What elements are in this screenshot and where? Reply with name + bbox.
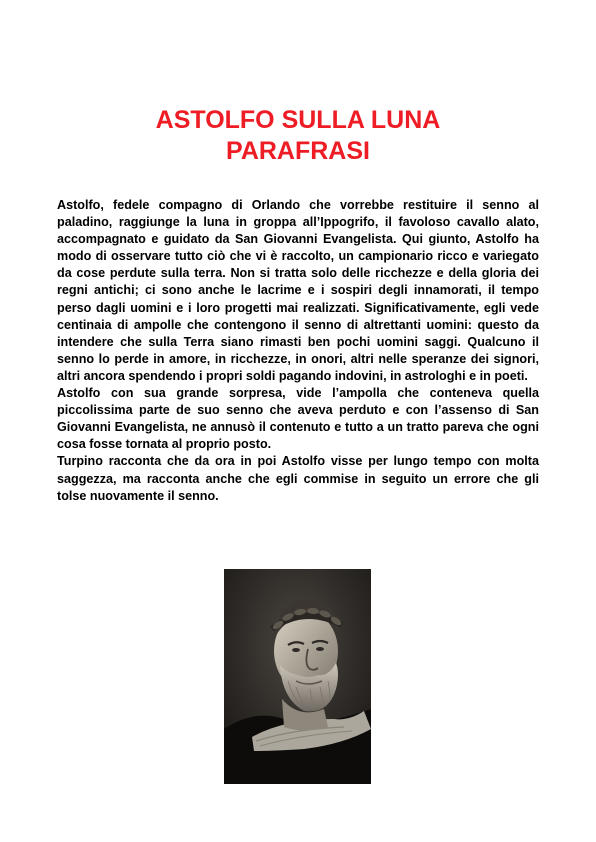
page-title: [57, 105, 539, 167]
title-line-1: ASTOLFO SULLA LUNA: [155, 106, 441, 134]
portrait-image: [224, 569, 371, 784]
title-line-2: PARAFRASI: [226, 137, 370, 165]
paragraph-2: Astolfo con sua grande sorpresa, vide l’ampolla che conteneva quella piccolissima parte de suo senno che aveva perduto e con l’assenso di San Giovanni Evangelista, ne annusò il contenuto e tutto a un tratto pareva che ogni cosa fosse tornata al proprio posto.: [57, 386, 539, 452]
paragraph-3: Turpino racconta che da ora in poi Astolfo visse per lungo tempo con molta saggezza, ma racconta anche che egli commise in seguito un errore che gli tolse nuovamente il senno.: [57, 454, 539, 503]
portrait-illustration: [224, 569, 371, 784]
body-text: [57, 197, 539, 505]
paragraph-1: Astolfo, fedele compagno di Orlando che vorrebbe restituire il senno al paladino, raggiunge la luna in groppa all’Ippogrifo, il favoloso cavallo alato, accompagnato e guidato da San Giovanni Evangelista. Qui giunto, Astolfo ha modo di osservare tutto ciò che vi è raccolto, un campionario ricco e variegato da cose perdute sulla terra. Non si tratta solo delle ricchezze e della gloria dei regni antichi; ci sono anche le lacrime e i sospiri degli innamorati, il tempo perso dagli uomini e i loro progetti mai realizzati. Significativamente, egli vede centinaia di ampolle che contengono il senno di altrettanti uomini: questo da intendere che sulla Terra siano rimasti ben pochi uomini saggi. Qualcuno il senno lo perde in amore, in ricchezze, in onori, altri nelle speranze dei signori, altri ancora spendendo i propri soldi pagando indovini, in astrologhi e in poeti.: [57, 198, 539, 383]
